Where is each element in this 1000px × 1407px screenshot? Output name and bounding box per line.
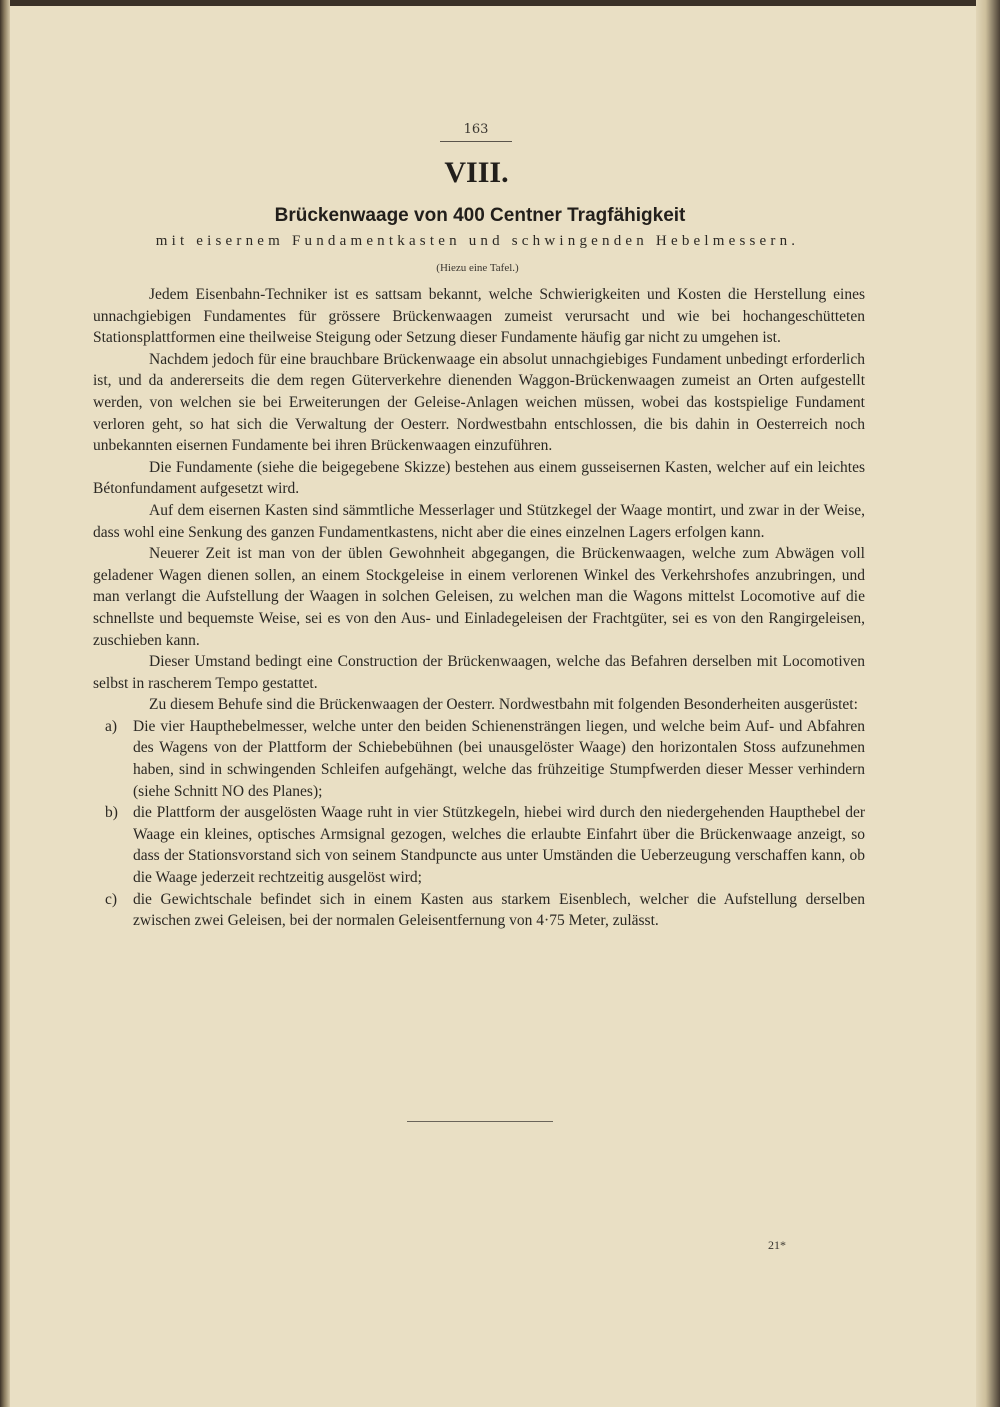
paragraph: Neuerer Zeit ist man von der üblen Gewohnheit abgegangen, die Brückenwaagen, welche zum Abwägen voll geladener Wagen dienen sollen, an einem Stockgeleise in einem verlorenen Winkel des Verkehrshofes anzubringen, und man verlangt die Aufstellung der Waagen in solchen Geleisen, zu welchen man die Wagons mittelst Locomotive auf die schnellste und bequemste Weise, sei es von den Aus- und Einladegeleisen der Frachtgüter, sei es von den Rangirgeleisen, zuschieben kann.	[93, 545, 865, 649]
plate-note: (Hiezu eine Tafel.)	[436, 262, 519, 274]
paragraph: Dieser Umstand bedingt eine Construction der Brückenwaagen, welche das Befahren derselben mit Locomotiven selbst in rascherem Tempo gestattet.	[93, 653, 865, 692]
paragraph: Jedem Eisenbahn-Techniker ist es sattsam bekannt, welche Schwierigkeiten und Kosten die Herstellung eines unnachgiebigen Fundamentes für grössere Brückenwaagen zumeist verursacht und wie bei hochangeschütteten Stationsplattformen eine theilweise Steigung oder Setzung dieser Fundamente häufig gar nicht zu umgehen ist.	[93, 286, 865, 347]
article-title: Brückenwaage von 400 Centner Tragfähigkeit	[274, 205, 686, 226]
closing-rule	[407, 1121, 553, 1122]
page-edge-right	[976, 0, 1000, 1407]
section-numeral: VIII.	[444, 156, 509, 189]
article-subtitle: mit eisernem Fundamentkasten und schwingenden Hebelmessern.	[155, 233, 800, 249]
body-text	[93, 284, 865, 932]
list-item-text: die Plattform der ausgelösten Waage ruht in vier Stützkegeln, hiebei wird durch den niedergehenden Haupthebel der Waage ein kleines, optisches Armsignal gezogen, welches die erlaubte Einfahrt über die Brückenwaage anzeigt, so dass der Stationsvorstand sich von seinem Standpuncte aus unter Umständen die Ueberzeugung verschaffen kann, ob die Waage jederzeit rechtzeitig ausgelöst wird;	[133, 804, 865, 887]
list-item-b	[93, 802, 865, 888]
page-number: 163	[440, 122, 512, 142]
list-item-a	[93, 716, 865, 802]
list-marker: c)	[105, 890, 118, 908]
paragraph: Auf dem eisernen Kasten sind sämmtliche Messerlager und Stützkegel der Waage montirt, und zwar in der Weise, dass wohl eine Senkung des ganzen Fundamentkastens, nicht aber die eines einzelnen Lagers erfolgen kann.	[93, 501, 865, 541]
paragraph: Zu diesem Behufe sind die Brückenwaagen der Oesterr. Nordwestbahn mit folgenden Besonderheiten ausgerüstet:	[149, 696, 858, 714]
signature-mark: 21*	[768, 1238, 786, 1252]
list-item-text: die Gewichtschale befindet sich in einem Kasten aus starkem Eisenblech, welcher die Aufstellung derselben zwischen zwei Geleisen, bei der normalen Geleisentfernung von 4·75 Meter, zulässt.	[133, 890, 865, 930]
paragraph: Die Fundamente (siehe die beigegebene Skizze) bestehen aus einem gusseisernen Kasten, welcher auf ein leichtes Bétonfundament aufgesetzt wird.	[93, 458, 865, 498]
paragraph: Nachdem jedoch für eine brauchbare Brückenwaage ein absolut unnachgiebiges Fundament unbedingt erforderlich ist, und da andererseits die dem regen Güterverkehre dienenden Waggon-Brückenwaagen zumeist an Orten aufgestellt werden, von welchen sie bei Erweiterungen der Geleise-Anlagen weichen müssen, wobei das kostspielige Fundament verloren geht, so hat sich die Verwaltung der Oesterr. Nordwestbahn entschlossen, die bis dahin in Oesterreich noch unbekannten eisernen Fundamente bei ihren Brückenwaagen einzuführen.	[93, 350, 865, 455]
list-marker: b)	[105, 804, 118, 822]
page-edge-top	[0, 0, 1000, 6]
list-marker: a)	[105, 717, 118, 735]
list-item-c	[93, 889, 865, 932]
list-item-text: Die vier Haupthebelmesser, welche unter den beiden Schienensträngen liegen, und welche beim Auf- und Abfahren des Wagens von der Plattform der Schiebebühnen (bei unausgelöster Waage) den horizontalen Stoss aufzunehmen haben, sind in schwingenden Schleifen aufgehängt, welche das frühzeitige Stumpfwerden dieser Messer verhindern (siehe Schnitt NO des Planes);	[133, 717, 865, 800]
